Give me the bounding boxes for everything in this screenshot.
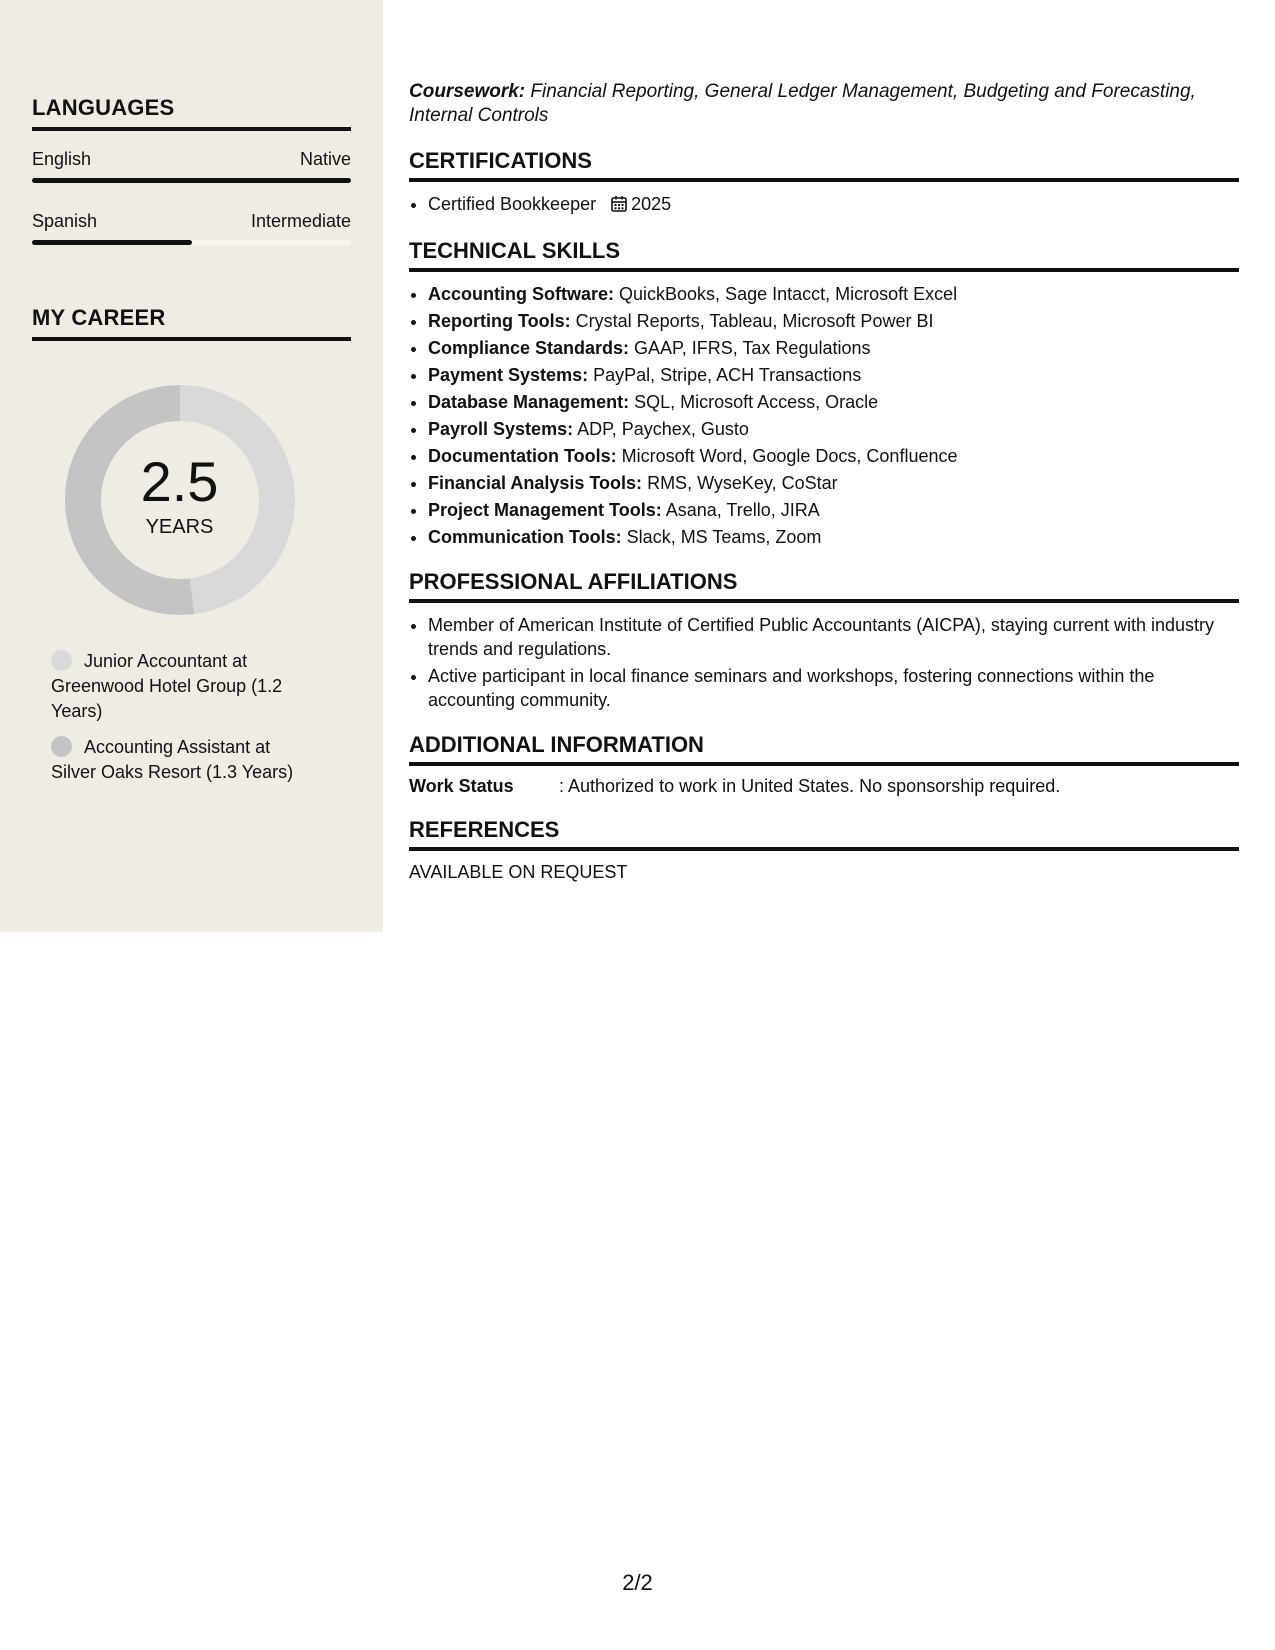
skill-value: Slack, MS Teams, Zoom [621, 527, 822, 547]
legend-dot [51, 736, 72, 757]
affiliations-heading: PROFESSIONAL AFFILIATIONS [409, 569, 1239, 603]
technical-skills-section [409, 238, 1239, 549]
career-legend [32, 649, 351, 785]
skill-item [428, 525, 1239, 549]
skill-label: Financial Analysis Tools: [428, 473, 643, 493]
skill-item [428, 282, 1239, 306]
career-donut-chart [65, 385, 295, 615]
skill-item [428, 363, 1239, 387]
work-status-label: Work Status [409, 776, 514, 796]
coursework-text: Financial Reporting, General Ledger Management, Budgeting and Forecasting, Internal Controls [409, 81, 1196, 126]
skill-value: Crystal Reports, Tableau, Microsoft Power BI [570, 311, 934, 331]
skill-value: GAAP, IFRS, Tax Regulations [629, 338, 871, 358]
technical-skills-heading: TECHNICAL SKILLS [409, 238, 1239, 272]
legend-item [51, 649, 311, 724]
skill-item [428, 498, 1239, 522]
skill-value: PayPal, Stripe, ACH Transactions [588, 365, 862, 385]
skill-value: SQL, Microsoft Access, Oracle [629, 392, 879, 412]
certifications-section [409, 148, 1239, 218]
skill-value: RMS, WyseKey, CoStar [642, 473, 838, 493]
career-heading: MY CAREER [32, 305, 351, 341]
certification-name: Certified Bookkeeper [428, 194, 597, 214]
skill-value: Asana, Trello, JIRA [661, 500, 820, 520]
coursework-label: Coursework: [409, 81, 526, 102]
career-total-value: 2.5 [140, 449, 219, 513]
work-status-row [409, 776, 1239, 797]
references-heading: REFERENCES [409, 817, 1239, 851]
language-proficiency-fill [32, 240, 192, 245]
language-level: Native [299, 149, 351, 169]
donut-center [65, 385, 295, 615]
language-item-english [32, 149, 351, 183]
legend-label: Accounting Assistant at Silver Oaks Resort (1.3 Years) [51, 737, 294, 782]
skill-label: Payroll Systems: [428, 419, 574, 439]
calendar-icon [611, 194, 627, 218]
skill-value: ADP, Paychex, Gusto [573, 419, 749, 439]
affiliation-item: • Member of American Institute of Certified Public Accountants (AICPA), staying current with industry trends and regulations. [428, 613, 1239, 661]
skill-item [428, 417, 1239, 441]
certification-year: 2025 [631, 194, 672, 214]
languages-heading: LANGUAGES [32, 95, 351, 131]
skill-label: Project Management Tools: [428, 500, 662, 520]
technical-skills-list [409, 282, 1239, 549]
additional-info-heading: ADDITIONAL INFORMATION [409, 732, 1239, 766]
skill-item [428, 444, 1239, 468]
skill-item [428, 336, 1239, 360]
skill-label: Reporting Tools: [428, 311, 571, 331]
skill-label: Documentation Tools: [428, 446, 617, 466]
skill-label: Communication Tools: [428, 527, 622, 547]
career-total-unit: YEARS [145, 515, 214, 538]
skill-value: Microsoft Word, Google Docs, Confluence [616, 446, 958, 466]
legend-label: Junior Accountant at Greenwood Hotel Group (1.2 Years) [51, 651, 283, 721]
references-text: AVAILABLE ON REQUEST [409, 862, 628, 882]
skill-label: Accounting Software: [428, 284, 615, 304]
certifications-heading: CERTIFICATIONS [409, 148, 1239, 182]
additional-info-section [409, 732, 1239, 797]
skill-label: Database Management: [428, 392, 630, 412]
languages-list [32, 149, 351, 245]
affiliation-item: • Active participant in local finance seminars and workshops, fostering connections within the accounting community. [428, 664, 1239, 712]
page-number: 2/2 [622, 1570, 653, 1595]
affiliations-list [409, 613, 1239, 712]
main-content [409, 80, 1239, 883]
skill-label: Compliance Standards: [428, 338, 630, 358]
coursework [409, 80, 1239, 128]
certifications-list [409, 192, 1239, 218]
language-name: English [32, 149, 92, 169]
language-proficiency-bar [32, 178, 351, 183]
skill-label: Payment Systems: [428, 365, 589, 385]
references-section [409, 817, 1239, 883]
work-status-value: : Authorized to work in United States. No sponsorship required. [559, 776, 1061, 796]
language-name: Spanish [32, 211, 98, 231]
certification-item [428, 192, 1239, 218]
skill-item [428, 390, 1239, 414]
legend-dot [51, 650, 72, 671]
legend-item [51, 735, 311, 785]
language-level: Intermediate [250, 211, 351, 231]
skill-value: QuickBooks, Sage Intacct, Microsoft Excel [614, 284, 958, 304]
skill-item [428, 471, 1239, 495]
language-proficiency-fill [32, 178, 351, 183]
affiliations-section [409, 569, 1239, 712]
skill-item [428, 309, 1239, 333]
language-proficiency-bar [32, 240, 351, 245]
language-item-spanish [32, 211, 351, 245]
sidebar [0, 0, 383, 932]
